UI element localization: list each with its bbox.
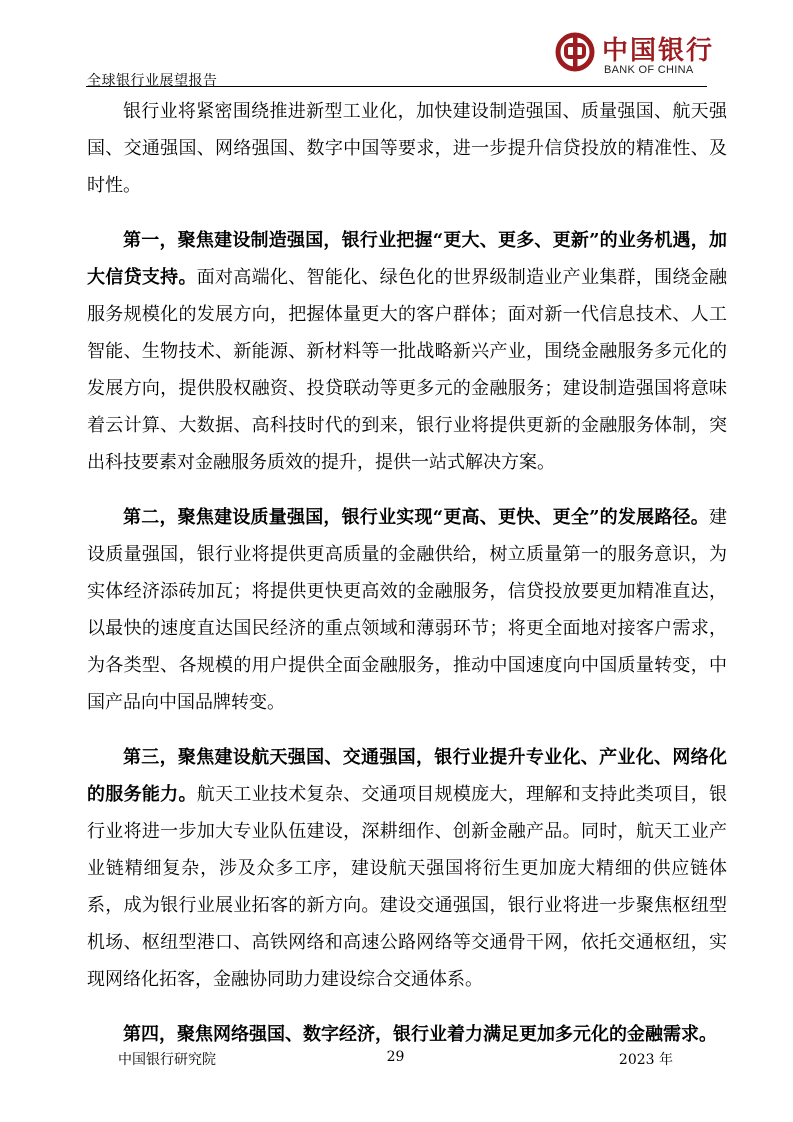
report-title: 全球银行业展望报告 <box>87 73 218 89</box>
header-divider <box>86 86 707 87</box>
logo-name-en: BANK OF CHINA <box>604 64 694 76</box>
page-body <box>87 93 727 1053</box>
paragraph-text: 航天工业技术复杂、交通项目规模庞大，理解和支持此类项目，银行业将进一步加大专业队伍建设，深耕细作、创新金融产品。同时，航天工业产业链精细复杂，涉及众多工序，建设航天强国将衍生更加庞大精细的供应链体系，成为银行业展业拓客的新方向。建设交通强国，银行业将进一步聚焦枢纽型机场、枢纽型港口、高铁网络和高速公路网络等交通骨干网，依托交通枢纽，实现网络化拓客，金融协同助力建设综合交通体系。 <box>87 784 727 990</box>
paragraph-text: 面对高端化、智能化、绿色化的世界级制造业产业集群，围绕金融服务规模化的发展方向，把握体量更大的客户群体；面对新一代信息技术、人工智能、生物技术、新能源、新材料等一批战略新兴产业，围绕金融服务多元化的发展方向，提供股权融资、投贷联动等更多元的金融服务；建设制造强国将意味着云计算、大数据、高科技时代的到来，银行业将提供更新的金融服务体制，突出科技要素对金融服务质效的提升，提供一站式解决方案。 <box>87 267 727 473</box>
paragraph-second <box>87 499 727 721</box>
paragraph-lead: 第四，聚焦网络强国、数字经济，银行业着力满足更加多元化的金融需求。 <box>123 1024 717 1045</box>
footer-org: 中国银行研究院 <box>118 1052 216 1068</box>
bank-logo <box>555 30 715 82</box>
page-number: 29 <box>386 1049 405 1065</box>
paragraph-third <box>87 739 727 998</box>
paragraph-first <box>87 222 727 481</box>
footer-year: 2023 年 <box>618 1052 673 1068</box>
paragraph-intro <box>87 93 727 204</box>
bank-of-china-logo-icon <box>555 32 595 72</box>
paragraph-text: 建设质量强国，银行业将提供更高质量的金融供给，树立质量第一的服务意识，为实体经济添砖加瓦；将提供更快更高效的金融服务，信贷投放要更加精准直达，以最快的速度直达国民经济的重点领域和薄弱环节；将更全面地对接客户需求，为各类型、各规模的用户提供全面金融服务，推动中国速度向中国质量转变，中国产品向中国品牌转变。 <box>87 507 727 713</box>
paragraph-lead: 第三，聚焦建设航天强国、交通强国，银行业提升专业化、产业化、网络化的服务能力。 <box>87 747 727 805</box>
paragraph-fourth <box>87 1016 727 1053</box>
paragraph-lead: 第二，聚焦建设质量强国，银行业实现“更高、更快、更全”的发展路径。 <box>123 507 709 528</box>
paragraph-text: 银行业将紧密围绕推进新型工业化，加快建设制造强国、质量强国、航天强国、交通强国、网络强国、数字中国等要求，进一步提升信贷投放的精准性、及时性。 <box>87 101 727 196</box>
paragraph-lead: 第一，聚焦建设制造强国，银行业把握“更大、更多、更新”的业务机遇，加大信贷支持。 <box>87 230 727 288</box>
logo-name-cn: 中国银行 <box>602 36 715 66</box>
